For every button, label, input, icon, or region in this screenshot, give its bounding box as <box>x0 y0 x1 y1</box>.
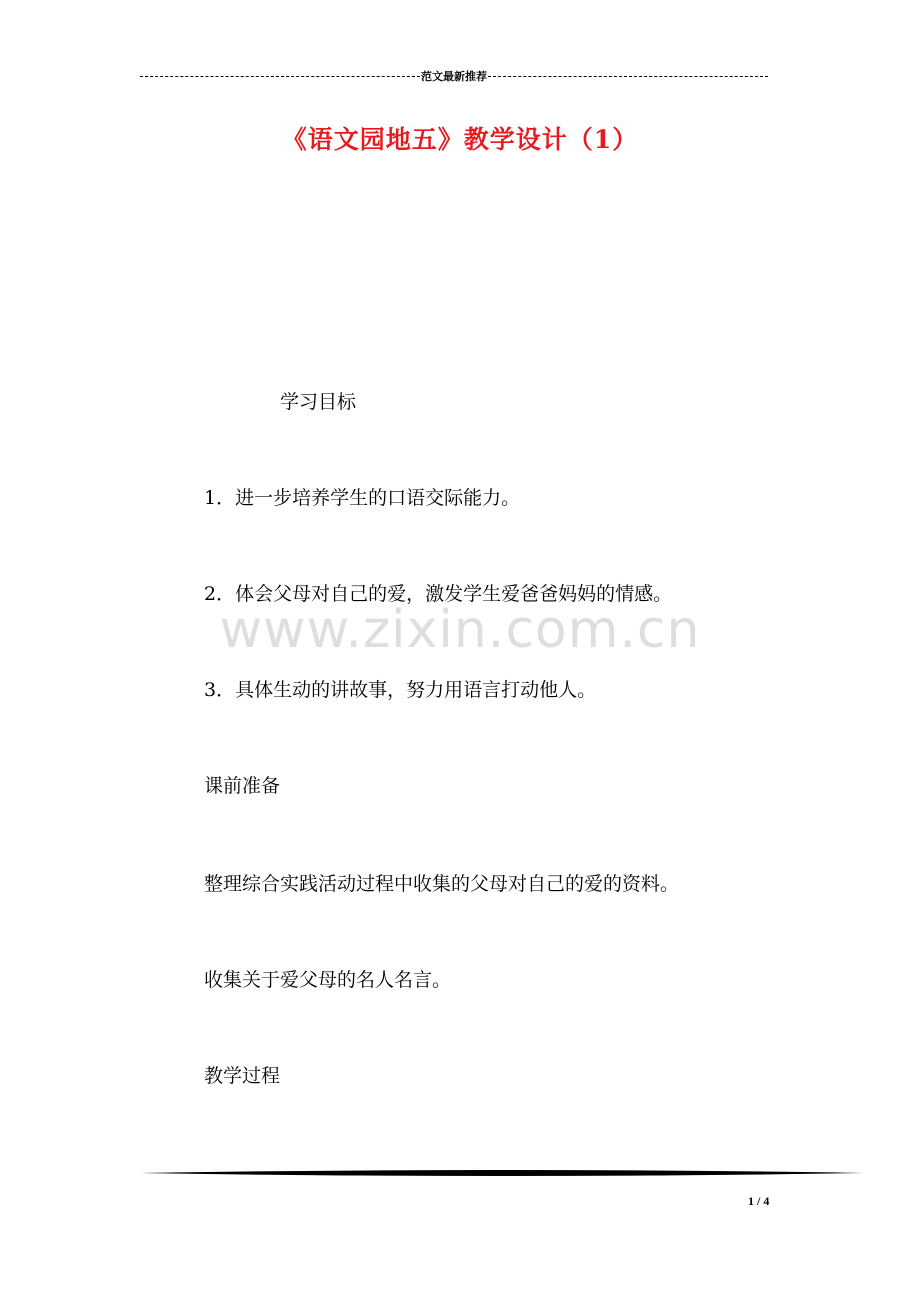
prep-item-2: 收集关于爱父母的名人名言。 <box>204 969 452 991</box>
prep-item-1: 整理综合实践活动过程中收集的父母对自己的爱的资料。 <box>204 873 680 895</box>
objective-item-2: 2．体会父母对自己的爱，激发学生爱爸爸妈妈的情感。 <box>204 583 673 605</box>
objective-item-1: 1．进一步培养学生的口语交际能力。 <box>204 487 521 509</box>
objective-item-3: 3．具体生动的讲故事，努力用语言打动他人。 <box>204 679 597 701</box>
page-number: 1 / 4 <box>748 1194 770 1208</box>
watermark-text: www.zixin.com.cn <box>219 600 701 660</box>
document-title: 《语文园地五》教学设计（1） <box>281 125 639 154</box>
header-dash-left <box>140 76 420 77</box>
header-dash-right <box>488 76 768 77</box>
header-text: 范文最新推荐 <box>421 70 487 83</box>
process-heading: 教学过程 <box>204 1065 281 1087</box>
page-header <box>140 66 768 86</box>
footer-rule <box>140 1168 864 1178</box>
objectives-heading: 学习目标 <box>280 391 357 413</box>
prep-heading: 课前准备 <box>204 775 281 797</box>
